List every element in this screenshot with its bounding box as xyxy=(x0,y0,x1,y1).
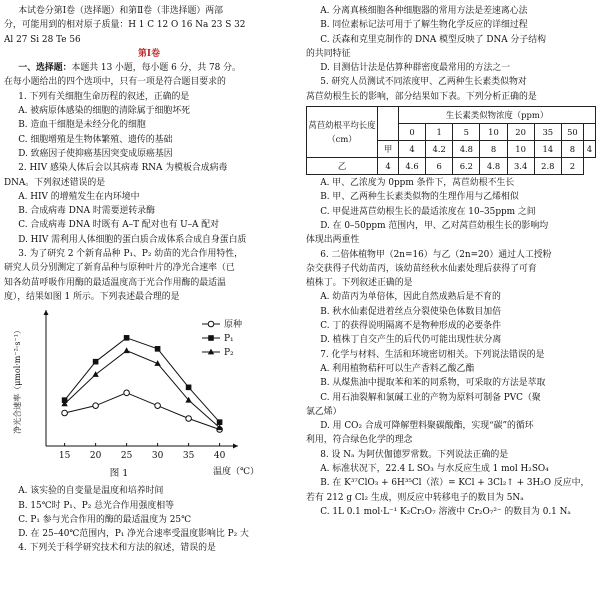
question-stem-cont: 知各幼苗呼吸作用酶的最适温度高于光合作用酶的最适温 xyxy=(4,277,226,288)
value-cell: 8 xyxy=(561,141,583,158)
x-tick-label: 15 xyxy=(58,451,71,462)
option: B. 15℃时 P₁、P₂ 总光合作用强度相等 xyxy=(18,500,174,511)
option-cont: 氯乙烯） xyxy=(306,406,342,417)
concentration-cell: 20 xyxy=(507,124,534,141)
option: C. 1L 0.1 mol·L⁻¹ K₂Cr₂O₇ 溶液中 Cr₂O₇²⁻ 的数目为 0.1 Nₐ xyxy=(320,506,571,517)
data-point xyxy=(155,403,161,409)
option: A. 幼苗丙为单倍体，因此自然成熟后是不育的 xyxy=(320,292,501,303)
question-stem: 1. 下列有关细胞生命历程的叙述，正确的是 xyxy=(18,91,190,102)
x-tick-label: 25 xyxy=(120,451,133,462)
option: A. HIV 的增殖发生在内环境中 xyxy=(18,191,140,202)
option: D. HIV 需利用人体细胞的蛋白质合成体系合成自身蛋白质 xyxy=(18,234,247,245)
x-tick-label: 30 xyxy=(151,451,164,462)
table-header-row xyxy=(307,107,596,124)
question-stem-cont: 杂交获得子代幼苗丙，该幼苗经秋水仙素处理后获得了可育 xyxy=(306,263,537,274)
part-instructions xyxy=(4,61,294,75)
table-row xyxy=(307,158,596,175)
figure-caption: 图 1 xyxy=(109,468,129,480)
data-point xyxy=(62,410,68,416)
option: C. 沃森和克里克制作的 DNA 模型反映了 DNA 分子结构 xyxy=(320,34,546,45)
value-cell: 4.6 xyxy=(399,158,426,175)
option: C. 甲促进莴苣幼根生长的最适浓度在 10–35ppm 之间 xyxy=(320,206,536,217)
legend-label: P₁ xyxy=(224,334,234,345)
intro-line: 分，可能用到的相对原子质量：H 1 C 12 O 16 Na 23 S 32 xyxy=(4,20,246,31)
question-stem: 5. 研究人员测试不同浓度甲、乙两种生长素类似物对 xyxy=(320,77,527,88)
option: A. 该实验的自变量是温度和培养时间 xyxy=(18,486,164,497)
option: A. 分离真核细胞各种细胞器的常用方法是差速离心法 xyxy=(320,6,528,16)
option: D. 在 0–50ppm 范围内，甲、乙对莴苣幼根生长的影响均 xyxy=(320,220,549,231)
value-cell: 14 xyxy=(534,141,561,158)
option: B. 造血干细胞是未经分化的细胞 xyxy=(18,120,146,131)
value-cell: 3.4 xyxy=(507,158,534,175)
value-cell: 4 xyxy=(378,158,399,175)
left-column xyxy=(4,4,294,556)
concentration-cell: 1 xyxy=(426,124,453,141)
data-point xyxy=(92,371,98,377)
row-name-cell: 甲 xyxy=(378,141,399,158)
part-heading: 一、选择题： xyxy=(18,63,72,74)
concentration-cell: 0 xyxy=(399,124,426,141)
concentration-cell xyxy=(583,124,595,141)
option: B. 在 K³⁷ClO₃ + 6H³⁵Cl（浓）= KCl + 3Cl₂↑ + 3H₂O 反应中， xyxy=(320,478,590,489)
series-line xyxy=(65,351,220,428)
data-point xyxy=(155,346,161,352)
concentration-cell: 5 xyxy=(453,124,480,141)
growth-table xyxy=(306,106,596,175)
option: D. 致癌因子使抑癌基因突变成原癌基因 xyxy=(18,148,173,159)
question-stem: 2. HIV 感染人体后会以其病毒 RNA 为模板合成病毒 xyxy=(18,163,228,174)
question-stem: 6. 二倍体植物甲（2n=16）与乙（2n=20）通过人工授粉 xyxy=(320,249,552,260)
question-stem-cont: 度），结果如图 1 所示。下列表述最合理的是 xyxy=(4,291,180,302)
section-title: 第Ⅰ卷 xyxy=(138,48,160,59)
option-cont: 体现出两重性 xyxy=(306,235,360,246)
part-instructions-text: 本题共 13 小题，每小题 6 分，共 78 分。 xyxy=(71,63,241,74)
option: C. 丁的获得说明隔离不是物种形成的必要条件 xyxy=(320,321,501,332)
question-stem: 3. 为了研究 2 个新育品种 P₁、P₂ 幼苗的光合作用特性， xyxy=(18,249,244,260)
option-cont: 若有 212 g Cl₂ 生成，则反应中转移电子的数目为 5Nₐ xyxy=(306,492,524,503)
legend-label: 原种 xyxy=(224,320,243,331)
value-cell: 4.8 xyxy=(453,141,480,158)
value-cell: 4.2 xyxy=(426,141,453,158)
question-stem: 7. 化学与材料、生活和环境密切相关。下列说法错误的是 xyxy=(320,349,545,360)
option-cont: 的共同特征 xyxy=(306,48,351,59)
data-point xyxy=(93,403,99,409)
option: C. 细胞增殖是生物体繁殖、遗传的基础 xyxy=(18,134,173,145)
figure-1-chart xyxy=(4,306,294,484)
option: B. 从煤焦油中提取苯和苯的同系物，可采取的方法是萃取 xyxy=(320,378,546,389)
x-tick-label: 35 xyxy=(182,451,195,462)
table-header-top: 生长素类似物浓度（ppm） xyxy=(399,107,596,124)
legend-label: P₂ xyxy=(224,348,234,359)
value-cell: 6.2 xyxy=(453,158,480,175)
value-cell: 4.8 xyxy=(480,158,507,175)
question-stem-cont: 研究人员分别测定了新育品种与原种叶片的净光合速率（已 xyxy=(4,263,235,274)
data-point xyxy=(124,335,130,341)
value-cell: 4 xyxy=(399,141,426,158)
x-axis-arrow xyxy=(233,444,238,449)
data-point xyxy=(124,390,130,396)
value-cell: 2 xyxy=(561,158,583,175)
option: A. 甲、乙浓度为 0ppm 条件下，莴苣幼根不生长 xyxy=(320,178,515,189)
option: A. 被病原体感染的细胞的清除属于细胞坏死 xyxy=(18,106,191,117)
table-row-label xyxy=(307,107,378,158)
option-cont: 利用，符合绿色化学的理念 xyxy=(306,435,413,446)
option: A. 利用植物秸秆可以生产香料乙酸乙酯 xyxy=(320,363,475,374)
option: C. 用石油裂解和氯碱工业的产物为原料可制备 PVC（聚 xyxy=(320,392,541,403)
option: D. 植株丁自交产生的后代仍可能出现性状分离 xyxy=(320,335,502,346)
part-instructions-cont: 在每小题给出的四个选项中，只有一项是符合题目要求的 xyxy=(4,77,226,88)
option: B. 秋水仙素促进着丝点分裂使染色体数目加倍 xyxy=(320,306,502,317)
option: C. P₁ 参与光合作用的酶的最适温度为 25℃ xyxy=(18,514,191,525)
concentration-cell: 10 xyxy=(480,124,507,141)
row-label-text: 莴苣幼根平均长度（cm） xyxy=(308,119,376,145)
question-stem-cont: DNA。下列叙述错误的是 xyxy=(4,177,106,188)
value-cell: 4 xyxy=(583,141,595,158)
y-axis-label: 净光合速率（μmol·m⁻²·s⁻¹） xyxy=(13,326,22,435)
x-tick-label: 20 xyxy=(89,451,102,462)
x-tick-label: 40 xyxy=(213,451,226,462)
question-stem-cont: 莴苣幼根生长的影响，部分结果如下表。下列分析正确的是 xyxy=(306,91,537,102)
series-line xyxy=(65,393,220,430)
data-point xyxy=(186,385,192,391)
option: B. 合成病毒 DNA 时需要逆转录酶 xyxy=(18,206,155,217)
data-point xyxy=(208,335,214,341)
option: A. 标准状况下，22.4 L SO₃ 与水反应生成 1 mol H₂SO₄ xyxy=(320,464,549,475)
data-point xyxy=(123,348,129,354)
table-corner xyxy=(378,107,399,141)
intro-line: 本试卷分第Ⅰ卷（选择题）和第Ⅱ卷（非选择题）两部 xyxy=(18,6,224,16)
value-cell: 6 xyxy=(426,158,453,175)
value-cell: 8 xyxy=(480,141,507,158)
value-cell: 10 xyxy=(507,141,534,158)
option: C. 合成病毒 DNA 时既有 A–T 配对也有 U–A 配对 xyxy=(18,220,220,231)
question-stem-cont: 植株丁。下列叙述正确的是 xyxy=(306,278,413,289)
data-point xyxy=(93,359,99,365)
question-stem: 4. 下列关于科学研究技术和方法的叙述，错误的是 xyxy=(18,543,216,554)
option: B. 甲、乙两种生长素类似物的生理作用与乙烯相似 xyxy=(320,192,519,203)
data-point xyxy=(186,416,192,422)
data-point xyxy=(208,321,214,327)
option: B. 同位素标记法可用于了解生物化学反应的详细过程 xyxy=(320,20,528,31)
line-chart-svg xyxy=(4,306,294,484)
value-cell: 2.8 xyxy=(534,158,561,175)
option: D. 目测估计法是估算种群密度最常用的方法之一 xyxy=(320,63,511,74)
y-axis-arrow xyxy=(44,310,49,315)
question-stem: 8. 设 Nₐ 为阿伏伽德罗常数。下列说法正确的是 xyxy=(320,449,509,460)
right-column xyxy=(306,4,596,519)
concentration-cell: 50 xyxy=(561,124,583,141)
option: D. 在 25–40℃范围内，P₁ 净光合速率受温度影响比 P₂ 大 xyxy=(18,529,249,540)
x-axis-label: 温度（℃） xyxy=(212,467,260,478)
series-line xyxy=(65,338,220,422)
data-point xyxy=(217,420,223,426)
intro-line: Al 27 Si 28 Te 56 xyxy=(4,34,81,45)
concentration-cell: 35 xyxy=(534,124,561,141)
option: D. 用 CO₂ 合成可降解塑料聚碳酸酯，实现“碳”的循环 xyxy=(320,421,534,432)
row-name-cell: 乙 xyxy=(307,158,378,175)
